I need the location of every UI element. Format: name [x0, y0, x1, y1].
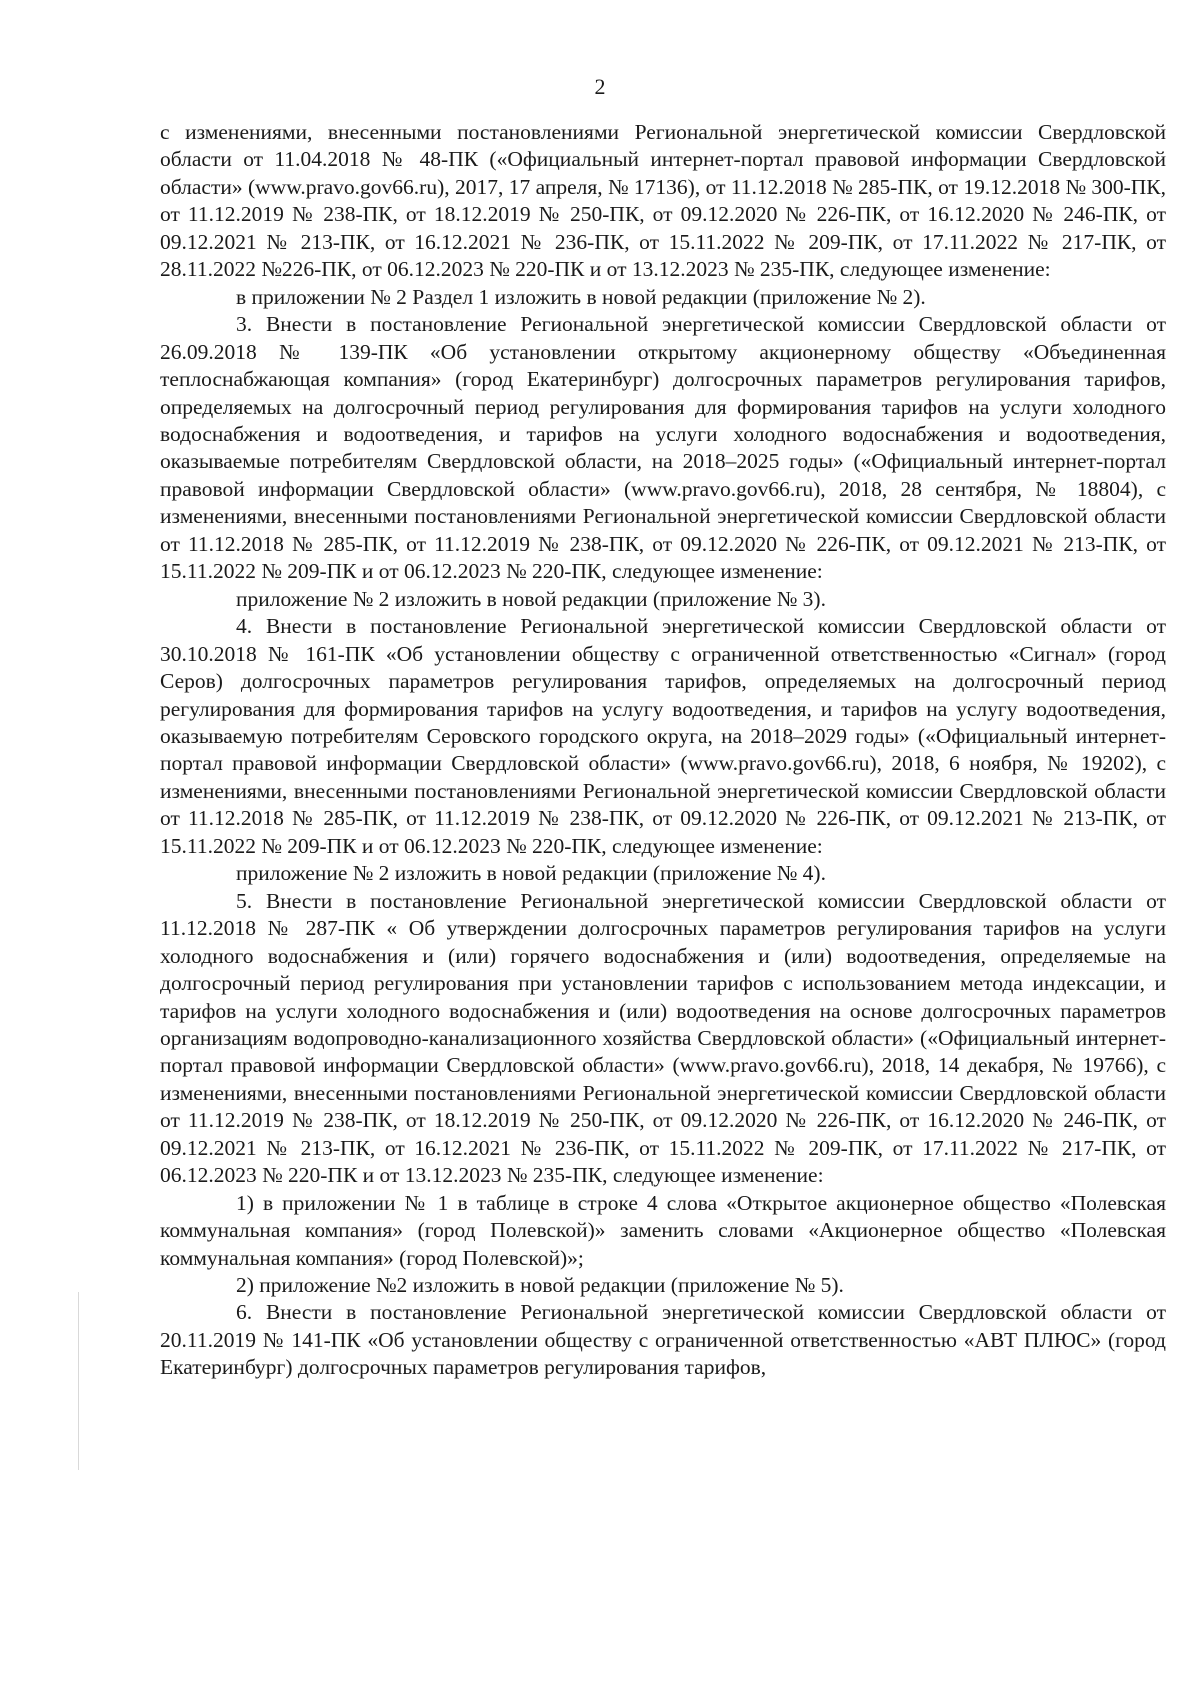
- paragraph-amendment-1: в приложении № 2 Раздел 1 изложить в новой редакции (приложение № 2).: [236, 284, 926, 309]
- paragraph-amendment-4: приложение № 2 изложить в новой редакции (приложение № 4).: [236, 861, 826, 886]
- paragraph-subitem-5-1: 1) в приложении № 1 в таблице в строке 4 слова «Открытое акционерное общество «Полевская коммунальная компания» (город Полевской)» заменить словами «Акционерное общество «Полевская коммунальная компания» (город Полевской)»;: [160, 1190, 1166, 1270]
- document-body: [160, 119, 1166, 1382]
- page-number: 2: [594, 74, 606, 99]
- scan-margin-line: [78, 1292, 79, 1470]
- paragraph-amendment-3: приложение № 2 изложить в новой редакции (приложение № 3).: [236, 586, 826, 611]
- paragraph-item-5: 5. Внести в постановление Региональной энергетической комиссии Свердловской области от 11.12.2018 № 287-ПК « Об утверждении долгосрочных параметров регулирования тарифов на услуги холодного водоснабжения и (или) горячего водоснабжения и (или) водоотведения, определяемые на долгосрочный период регулирования при установлении тарифов с использованием метода индексации, и тарифов на услуги холодного водоснабжения и (или) водоотведения на основе долгосрочных параметров организациям водопроводно-канализационного хозяйства Свердловской области» («Официальный интернет-портал правовой информации Свердловской области» (www.pravo.gov66.ru), 2018, 14 декабря, № 19766), с изменениями, внесенными постановлениями Региональной энергетической комиссии Свердловской области от 11.12.2019 № 238-ПК, от 18.12.2019 № 250-ПК, от 09.12.2020 № 226-ПК, от 16.12.2020 № 246-ПК, от 09.12.2021 № 213-ПК, от 16.12.2021 № 236-ПК, от 15.11.2022 № 209-ПК, от 17.11.2022 № 217-ПК, от 06.12.2023 № 220-ПК и от 13.12.2023 № 235-ПК, следующее изменение:: [160, 888, 1166, 1188]
- paragraph-item-3: 3. Внести в постановление Региональной энергетической комиссии Свердловской области от 26.09.2018 № 139-ПК «Об установлении открытому акционерному обществу «Объединенная теплоснабжающая компания» (город Екатеринбург) долгосрочных параметров регулирования тарифов, определяемых на долгосрочный период регулирования для формирования тарифов на услуги холодного водоснабжения и водоотведения, и тарифов на услуги холодного водоснабжения и водоотведения, оказываемые потребителям Свердловской области, на 2018–2025 годы» («Официальный интернет-портал правовой информации Свердловской области» (www.pravo.gov66.ru), 2018, 28 сентября, № 18804), с изменениями, внесенными постановлениями Региональной энергетической комиссии Свердловской области от 11.12.2018 № 285-ПК, от 11.12.2019 № 238-ПК, от 09.12.2020 № 226-ПК, от 09.12.2021 № 213-ПК, от 15.11.2022 № 209-ПК и от 06.12.2023 № 220-ПК, следующее изменение:: [160, 312, 1166, 584]
- paragraph-item-6: 6. Внести в постановление Региональной энергетической комиссии Свердловской области от 20.11.2019 № 141-ПК «Об установлении обществу с ограниченной ответственностью «АВТ ПЛЮС» (город Екатеринбург) долгосрочных параметров регулирования тарифов,: [160, 1300, 1166, 1380]
- paragraph-continuation: с изменениями, внесенными постановлениями Региональной энергетической комиссии Свердловской области от 11.04.2018 № 48-ПК («Официальный интернет-портал правовой информации Свердловской области» (www.pravo.gov66.ru), 2017, 17 апреля, № 17136), от 11.12.2018 № 285-ПК, от 19.12.2018 № 300-ПК, от 11.12.2019 № 238-ПК, от 18.12.2019 № 250-ПК, от 09.12.2020 № 226-ПК, от 16.12.2020 № 246-ПК, от 09.12.2021 № 213-ПК, от 16.12.2021 № 236-ПК, от 15.11.2022 № 209-ПК, от 17.11.2022 № 217-ПК, от 28.11.2022 №226-ПК, от 06.12.2023 № 220-ПК и от 13.12.2023 № 235-ПК, следующее изменение:: [160, 120, 1166, 282]
- paragraph-item-4: 4. Внести в постановление Региональной энергетической комиссии Свердловской области от 30.10.2018 № 161-ПК «Об установлении обществу с ограниченной ответственностью «Сигнал» (город Серов) долгосрочных параметров регулирования тарифов, определяемых на долгосрочный период регулирования для формирования тарифов на услугу водоотведения, и тарифов на услугу водоотведения, оказываемую потребителям Серовского городского округа, на 2018–2029 годы» («Официальный интернет-портал правовой информации Свердловской области» (www.pravo.gov66.ru), 2018, 6 ноября, № 19202), с изменениями, внесенными постановлениями Региональной энергетической комиссии Свердловской области от 11.12.2018 № 285-ПК, от 11.12.2019 № 238-ПК, от 09.12.2020 № 226-ПК, от 09.12.2021 № 213-ПК, от 15.11.2022 № 209-ПК и от 06.12.2023 № 220-ПК, следующее изменение:: [160, 614, 1166, 858]
- paragraph-subitem-5-2: 2) приложение №2 изложить в новой редакции (приложение № 5).: [236, 1273, 844, 1298]
